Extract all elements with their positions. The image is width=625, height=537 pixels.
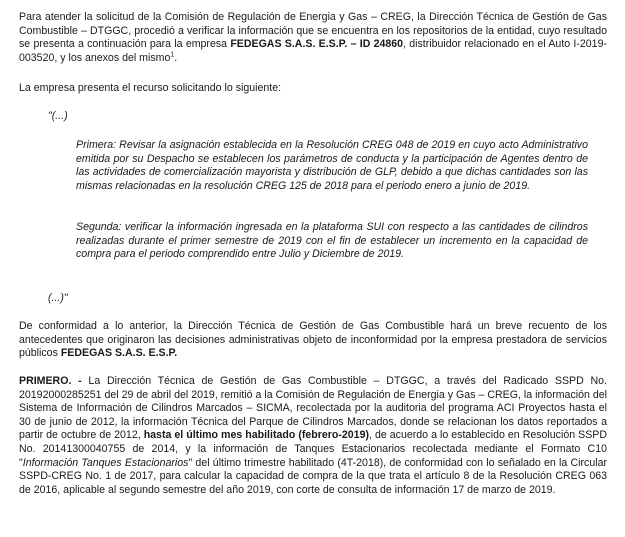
primero-text: La Dirección Técnica de Gestión de Gas Combustible – DTGGC, a través del Radicado SSPD No. 20192000285251 del 29 de abril del 2019, remitió a la Comisión de Regulación de Energia y Gas – CREG, la información del Sistema de Información de Cilindros Marcados – SICMA, recolectada por la auditoria del programa ACI Proyectos hasta el 30 de junio de 2012, la información Técnica del Parque de Cilindros Marcados, donde se relacionan los datos reportados a partir de octubre de 2012, xyxy=(19,375,607,442)
conformity-text: De conformidad a lo anterior, la Dirección Técnica de Gestión de Gas Combustible hará un breve recuento de los antecedentes que originaron las decisiones administrativas objeto de inconformidad por la empresa prestadora de servicios públicos xyxy=(19,320,607,360)
footnote-reference[interactable]: 1 xyxy=(170,51,175,59)
quote-close: (...)" xyxy=(48,292,68,304)
primero-paragraph xyxy=(19,375,607,497)
primero-bold-period: hasta el último mes habilitado (febrero-2019) xyxy=(143,429,369,442)
company-id: FEDEGAS S.A.S. E.S.P. – ID 24860 xyxy=(230,38,404,51)
primero-text-end: " del último trimestre habilitado (4T-2018), de conformidad con lo señalado en la Circular SSPD-CREG No. 1 de 2017, para calcular la capacidad de compra de la que trata el artículo 8 de la Resolución CREG 063 de 2016, aplicable al segundo semestre del año 2019, con corte de consulta de información 17 de marzo de 2019. xyxy=(19,456,607,496)
primero-text-continued: , de acuerdo a lo establecido en Resolución SSPD No. 20141300040755 de 2014, y la información de Tanques Estacionarios recolectada mediante el Formato C10 " xyxy=(19,429,607,469)
primero-heading: PRIMERO. - xyxy=(19,375,82,387)
quote-segunda: Segunda: verificar la información ingresada en la plataforma SUI con respecto a las cantidades de cilindros realizadas durante el primer semestre de 2019 con el fin de establecer un incremento en la capacidad de compra para el periodo comprendido entre Julio y Diciembre de 2019. xyxy=(76,221,588,261)
quote-primera: Primera: Revisar la asignación establecida en la Resolución CREG 048 de 2019 en cuyo acto Administrativo emitida por su Despacho se establecen los parámetros de conducta y la participación de Agentes dentro de las actividades de comercialización mayorista y distribución de GLP, debido a que dichas cantidades son las mismas relacionadas en la resolución CREG 125 de 2018 para el periodo enero a junio de 2019. xyxy=(76,139,588,192)
request-intro: La empresa presenta el recurso solicitando lo siguiente: xyxy=(19,82,282,94)
intro-text: Para atender la solicitud de la Comisión de Regulación de Energia y Gas – CREG, la Dirección Técnica de Gestión de Gas Combustible – DTGGC, procedió a verificar la información que se encuentra en los repositorios de la entidad, cuyo resultado se presenta a continuación para la empresa xyxy=(19,11,607,51)
intro-text-end: . xyxy=(174,51,178,64)
quote-open: "(...) xyxy=(48,110,68,122)
intro-text-continued: , distribuidor relacionado en el Auto I-2019-003520, y los anexos del mismo xyxy=(19,38,607,64)
format-title: Información Tanques Estacionarios xyxy=(22,456,189,469)
company-name: FEDEGAS S.A.S. E.S.P. xyxy=(60,347,178,360)
intro-paragraph xyxy=(19,11,607,65)
conformity-paragraph xyxy=(19,320,607,361)
